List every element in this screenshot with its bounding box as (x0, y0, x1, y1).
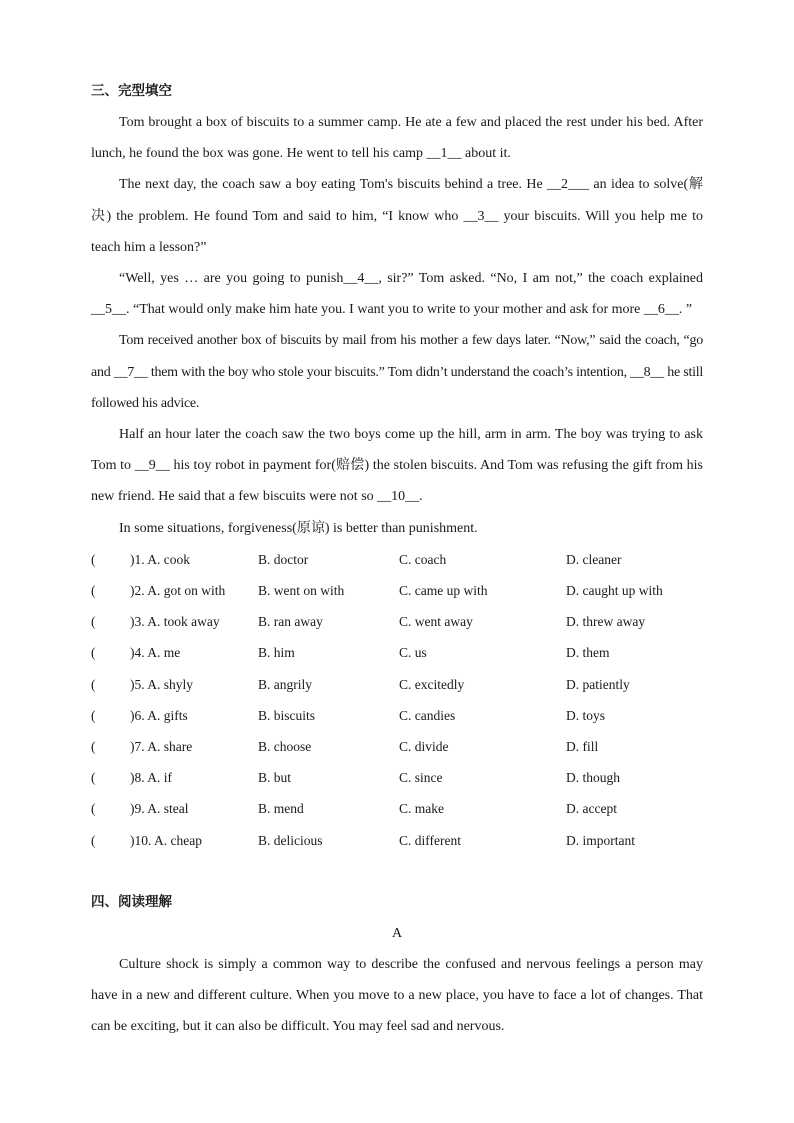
answer-blank[interactable]: ( (91, 801, 96, 817)
answer-blank[interactable]: ( (91, 583, 96, 599)
question-row-8 (91, 762, 703, 793)
reading-paragraph-1: Culture shock is simply a common way to describe the confused and nervous feelings a person may have in a new and different culture. When you move to a new place, you have to face a lot of changes. That can be exciting, but it can also be difficult. You may feel sad and nervous. (91, 956, 703, 1035)
option-a: )5. A. shyly (130, 676, 194, 692)
option-a: )10. A. cheap (130, 832, 202, 848)
option-c: C. divide (399, 738, 449, 754)
option-b: B. mend (258, 801, 304, 817)
answer-blank[interactable]: ( (91, 614, 96, 630)
option-d: D. fill (566, 738, 599, 754)
option-b: B. delicious (258, 832, 323, 848)
option-c: C. different (399, 832, 461, 848)
option-c: C. since (399, 770, 443, 786)
option-c: C. candies (399, 707, 456, 723)
answer-blank[interactable]: ( (91, 770, 96, 786)
question-row-10 (91, 825, 703, 856)
option-b: B. ran away (258, 614, 323, 630)
answer-blank[interactable]: ( (91, 832, 96, 848)
cloze-paragraph-3: “Well, yes … are you going to punish__4__, sir?” Tom asked. “No, I am not,” the coach explained __5__. “That would only make him hate you. I want you to write to your mother and ask for more __6__. ” (91, 271, 703, 318)
option-a: )7. A. share (130, 738, 193, 754)
option-a: )2. A. got on with (130, 583, 226, 599)
option-c: C. us (399, 645, 427, 661)
option-c: C. excitedly (399, 676, 465, 692)
question-row-7 (91, 731, 703, 762)
option-b: B. but (258, 770, 292, 786)
question-row-9 (91, 793, 703, 824)
option-a: )8. A. if (130, 770, 172, 786)
cloze-paragraph-4: Tom received another box of biscuits by mail from his mother a few days later. “Now,” said the coach, “go and __7__ them with the boy who stole your biscuits.” Tom didn’t understand the coach’s intention, __8__ he still followed his advice. (91, 333, 703, 411)
answer-blank[interactable]: ( (91, 738, 96, 754)
answer-blank[interactable]: ( (91, 551, 96, 567)
question-row-6 (91, 700, 703, 731)
option-a: )4. A. me (130, 645, 181, 661)
question-row-5 (91, 669, 703, 700)
option-b: B. doctor (258, 551, 309, 567)
option-c: C. came up with (399, 583, 488, 599)
option-a: )6. A. gifts (130, 707, 188, 723)
cloze-paragraph-6: In some situations, forgiveness(原谅) is better than punishment. (119, 520, 478, 536)
option-c: C. coach (399, 551, 447, 567)
answer-blank[interactable]: ( (91, 645, 96, 661)
option-d: D. accept (566, 801, 617, 817)
question-row-2 (91, 575, 703, 606)
cloze-paragraph-5: Half an hour later the coach saw the two boys come up the hill, arm in arm. The boy was trying to ask Tom to __9__ his toy robot in payment for(赔偿) the stolen biscuits. And Tom was refusing the gift from his new friend. He said that a few biscuits were not so __10__. (91, 427, 703, 505)
option-d: D. threw away (566, 614, 646, 630)
cloze-paragraph-1: Tom brought a box of biscuits to a summer camp. He ate a few and placed the rest under his bed. After lunch, he found the box was gone. He went to tell his camp __1__ about it. (91, 115, 703, 162)
option-b: B. angrily (258, 676, 312, 692)
section-heading-cloze: 三、完型填空 (91, 83, 172, 99)
option-d: D. cleaner (566, 551, 622, 567)
cloze-question-list (91, 544, 703, 856)
option-a: )9. A. steal (130, 801, 189, 817)
answer-blank[interactable]: ( (91, 676, 96, 692)
question-row-4 (91, 637, 703, 668)
option-c: C. make (399, 801, 444, 817)
option-d: D. toys (566, 707, 606, 723)
answer-blank[interactable]: ( (91, 707, 96, 723)
option-d: D. important (566, 832, 635, 848)
option-b: B. choose (258, 738, 312, 754)
option-b: B. him (258, 645, 295, 661)
option-a: )1. A. cook (130, 551, 190, 567)
section-heading-reading: 四、阅读理解 (91, 893, 172, 910)
option-c: C. went away (399, 614, 473, 630)
option-d: D. patiently (566, 676, 630, 692)
option-d: D. though (566, 770, 620, 786)
option-d: D. them (566, 645, 610, 661)
question-row-1 (91, 544, 703, 575)
passage-title: A (391, 925, 403, 941)
option-d: D. caught up with (566, 583, 663, 599)
option-b: B. biscuits (258, 707, 316, 723)
section-spacer (91, 856, 703, 887)
worksheet-page (91, 76, 703, 1042)
option-b: B. went on with (258, 583, 345, 599)
question-row-3 (91, 606, 703, 637)
option-a: )3. A. took away (130, 614, 220, 630)
cloze-paragraph-2: The next day, the coach saw a boy eating Tom's biscuits behind a tree. He __2___ an idea to solve(解决) the problem. He found Tom and said to him, “I know who __3__ your biscuits. Will you help me to teach him a lesson?” (91, 177, 703, 255)
